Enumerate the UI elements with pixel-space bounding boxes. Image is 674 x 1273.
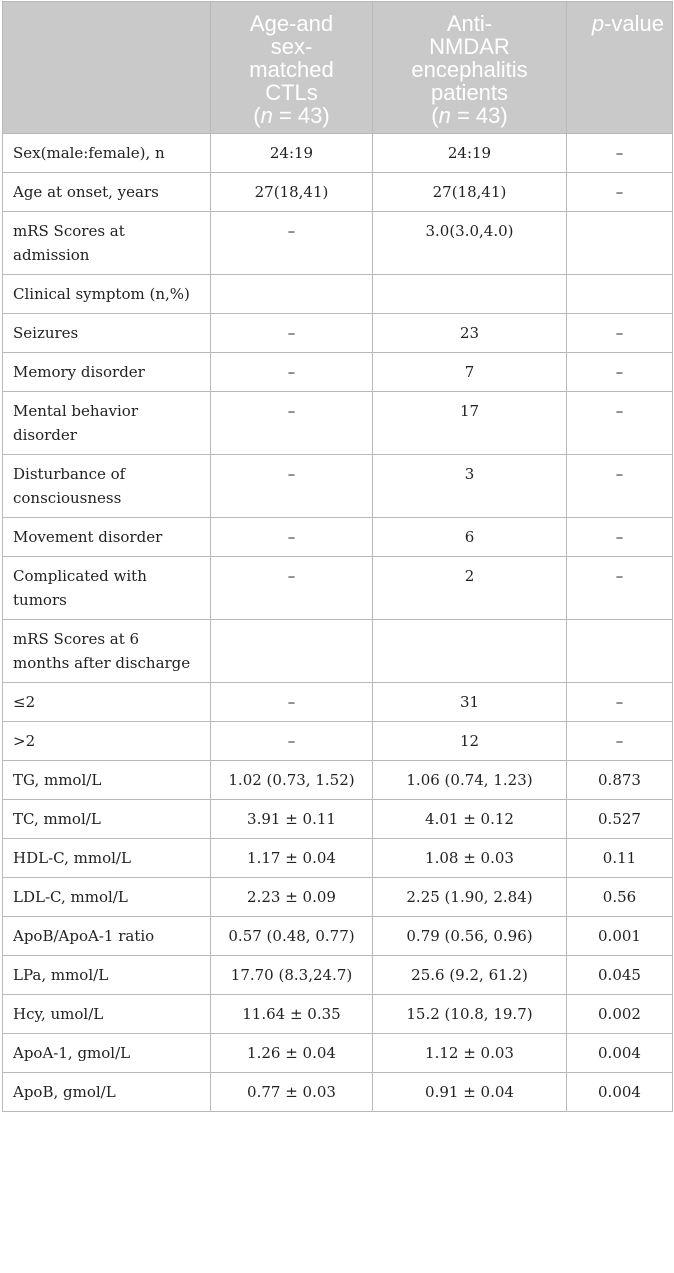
row-label: mRS Scores at 6 months after discharge — [3, 620, 211, 683]
p-value: – — [567, 722, 673, 761]
controls-value: 0.77 ± 0.03 — [211, 1073, 373, 1112]
p-value: – — [567, 392, 673, 455]
controls-value: – — [211, 518, 373, 557]
p-value: 0.873 — [567, 761, 673, 800]
controls-value: – — [211, 683, 373, 722]
patients-value: 3.0(3.0,4.0) — [373, 212, 567, 275]
row-label: Age at onset, years — [3, 173, 211, 212]
p-value — [567, 620, 673, 683]
p-value — [567, 275, 673, 314]
header-patients-line4: patients — [430, 80, 509, 105]
table-row — [3, 878, 673, 917]
row-label: ≤2 — [3, 683, 211, 722]
table-header — [3, 2, 673, 134]
header-patients-n: (n = 43) — [431, 103, 508, 128]
header-patients-line2: NMDAR — [429, 34, 510, 59]
header-patients-line1: Anti- — [446, 11, 493, 36]
patients-value: 24:19 — [373, 134, 567, 173]
controls-value: – — [211, 353, 373, 392]
header-patients-line3: encephalitis — [411, 57, 528, 82]
patients-value: 1.06 (0.74, 1.23) — [373, 761, 567, 800]
patients-value: 4.01 ± 0.12 — [373, 800, 567, 839]
header-controls-line2: sex- — [270, 34, 313, 59]
table-row — [3, 314, 673, 353]
p-value: – — [567, 353, 673, 392]
table-row — [3, 839, 673, 878]
p-value: 0.527 — [567, 800, 673, 839]
patients-value: 12 — [373, 722, 567, 761]
patients-value: 7 — [373, 353, 567, 392]
table-row — [3, 620, 673, 683]
p-value: – — [567, 557, 673, 620]
table-row — [3, 212, 673, 275]
comparison-table — [2, 1, 673, 1112]
controls-value: – — [211, 392, 373, 455]
header-controls-line1: Age-and — [249, 11, 334, 36]
controls-value: 11.64 ± 0.35 — [211, 995, 373, 1034]
table-row — [3, 275, 673, 314]
row-label: Memory disorder — [3, 353, 211, 392]
patients-value: 1.08 ± 0.03 — [373, 839, 567, 878]
patients-value: 27(18,41) — [373, 173, 567, 212]
table-row — [3, 761, 673, 800]
p-value: – — [567, 518, 673, 557]
patients-value — [373, 275, 567, 314]
row-label: ApoB, gmol/L — [3, 1073, 211, 1112]
table-row — [3, 722, 673, 761]
controls-value — [211, 620, 373, 683]
row-label: LPa, mmol/L — [3, 956, 211, 995]
table-row — [3, 134, 673, 173]
controls-value: 0.57 (0.48, 0.77) — [211, 917, 373, 956]
patients-value: 3 — [373, 455, 567, 518]
controls-value: 1.17 ± 0.04 — [211, 839, 373, 878]
controls-value: 1.02 (0.73, 1.52) — [211, 761, 373, 800]
controls-value: 3.91 ± 0.11 — [211, 800, 373, 839]
controls-value: – — [211, 314, 373, 353]
row-label: Clinical symptom (n,%) — [3, 275, 211, 314]
p-value: – — [567, 683, 673, 722]
patients-value: 15.2 (10.8, 19.7) — [373, 995, 567, 1034]
p-value: – — [567, 134, 673, 173]
controls-value: 17.70 (8.3,24.7) — [211, 956, 373, 995]
row-label: LDL-C, mmol/L — [3, 878, 211, 917]
row-label: ApoB/ApoA-1 ratio — [3, 917, 211, 956]
patients-value: 0.91 ± 0.04 — [373, 1073, 567, 1112]
p-value: – — [567, 173, 673, 212]
header-patients — [373, 2, 567, 134]
table-row — [3, 353, 673, 392]
p-value: 0.004 — [567, 1034, 673, 1073]
header-p-value: p-value — [567, 2, 673, 134]
controls-value: 1.26 ± 0.04 — [211, 1034, 373, 1073]
row-label: Disturbance of consciousness — [3, 455, 211, 518]
row-label: Movement disorder — [3, 518, 211, 557]
patients-value: 2.25 (1.90, 2.84) — [373, 878, 567, 917]
p-value: 0.11 — [567, 839, 673, 878]
table-row — [3, 917, 673, 956]
table-row — [3, 1034, 673, 1073]
header-controls — [211, 2, 373, 134]
table-body — [3, 134, 673, 1112]
row-label: Complicated with tumors — [3, 557, 211, 620]
row-label: TG, mmol/L — [3, 761, 211, 800]
patients-value: 2 — [373, 557, 567, 620]
patients-value: 17 — [373, 392, 567, 455]
controls-value: – — [211, 212, 373, 275]
header-controls-line3: matched — [249, 57, 334, 82]
patients-value: 23 — [373, 314, 567, 353]
p-value — [567, 212, 673, 275]
patients-value — [373, 620, 567, 683]
row-label: >2 — [3, 722, 211, 761]
p-value: 0.002 — [567, 995, 673, 1034]
p-value: 0.001 — [567, 917, 673, 956]
patients-value: 31 — [373, 683, 567, 722]
controls-value: – — [211, 455, 373, 518]
controls-value: 24:19 — [211, 134, 373, 173]
patients-value: 1.12 ± 0.03 — [373, 1034, 567, 1073]
patients-value: 6 — [373, 518, 567, 557]
header-empty-cell — [3, 2, 211, 134]
row-label: Mental behavior disorder — [3, 392, 211, 455]
table-row — [3, 392, 673, 455]
row-label: HDL-C, mmol/L — [3, 839, 211, 878]
header-controls-line4: CTLs — [265, 80, 318, 105]
p-value: – — [567, 455, 673, 518]
header-controls-n: (n = 43) — [253, 103, 330, 128]
table-row — [3, 518, 673, 557]
table-row — [3, 557, 673, 620]
patients-value: 25.6 (9.2, 61.2) — [373, 956, 567, 995]
controls-value: – — [211, 722, 373, 761]
table-row — [3, 800, 673, 839]
p-value: 0.045 — [567, 956, 673, 995]
row-label: Hcy, umol/L — [3, 995, 211, 1034]
row-label: mRS Scores at admission — [3, 212, 211, 275]
patients-value: 0.79 (0.56, 0.96) — [373, 917, 567, 956]
controls-value: 2.23 ± 0.09 — [211, 878, 373, 917]
row-label: Sex(male:female), n — [3, 134, 211, 173]
p-value: 0.004 — [567, 1073, 673, 1112]
p-value: – — [567, 314, 673, 353]
table-row — [3, 455, 673, 518]
table-row — [3, 995, 673, 1034]
controls-value: 27(18,41) — [211, 173, 373, 212]
p-value: 0.56 — [567, 878, 673, 917]
row-label: TC, mmol/L — [3, 800, 211, 839]
table-row — [3, 683, 673, 722]
table-row — [3, 956, 673, 995]
controls-value — [211, 275, 373, 314]
row-label: Seizures — [3, 314, 211, 353]
table-row — [3, 173, 673, 212]
row-label: ApoA-1, gmol/L — [3, 1034, 211, 1073]
table-row — [3, 1073, 673, 1112]
controls-value: – — [211, 557, 373, 620]
